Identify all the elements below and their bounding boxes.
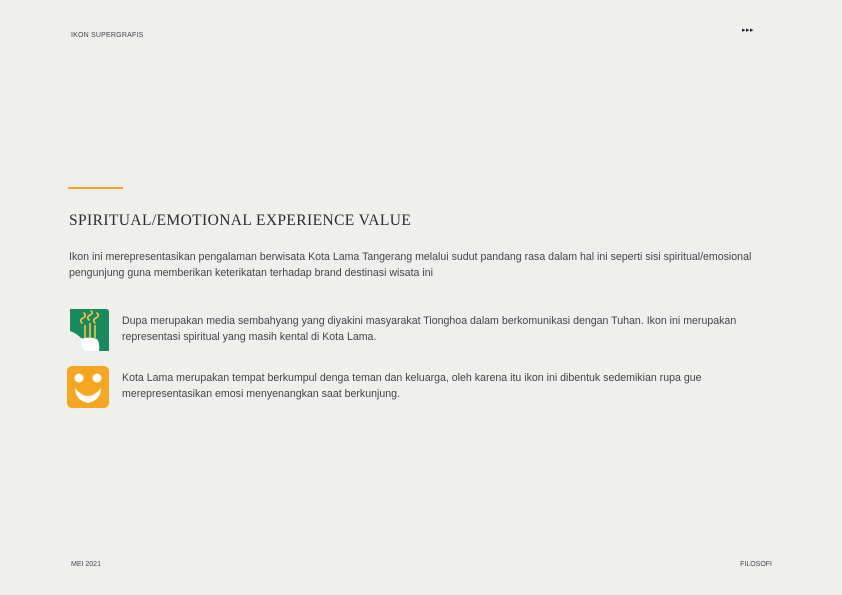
footer-date: MEI 2021 bbox=[71, 561, 101, 568]
accent-divider bbox=[68, 187, 123, 189]
incense-icon bbox=[67, 309, 109, 351]
header-label: IKON SUPERGRAFIS bbox=[71, 32, 144, 39]
item-description: Kota Lama merupakan tempat berkumpul denga teman dan keluarga, oleh karena itu ikon ini dibentuk sedemikian rupa gue merepresentasikan emosi menyenangkan saat berkunjung. bbox=[122, 372, 702, 400]
footer-section-label: FILOSOFI bbox=[740, 561, 772, 568]
next-arrows-icon[interactable]: ▸▸▸ bbox=[742, 27, 755, 34]
item-description: Dupa merupakan media sembahyang yang diyakini masyarakat Tionghoa dalam berkomunikasi dengan Tuhan. Ikon ini merupakan representasi spiritual yang masih kental di Kota Lama. bbox=[122, 315, 737, 343]
smiling-face-icon bbox=[67, 366, 109, 408]
section-title: SPIRITUAL/EMOTIONAL EXPERIENCE VALUE bbox=[69, 212, 412, 229]
intro-paragraph: Ikon ini merepresentasikan pengalaman berwisata Kota Lama Tangerang melalui sudut pandang rasa dalam hal ini seperti sisi spiritual/emosional pengunjung guna memberikan keterikatan terhadap brand destinasi wisata ini bbox=[69, 251, 752, 279]
